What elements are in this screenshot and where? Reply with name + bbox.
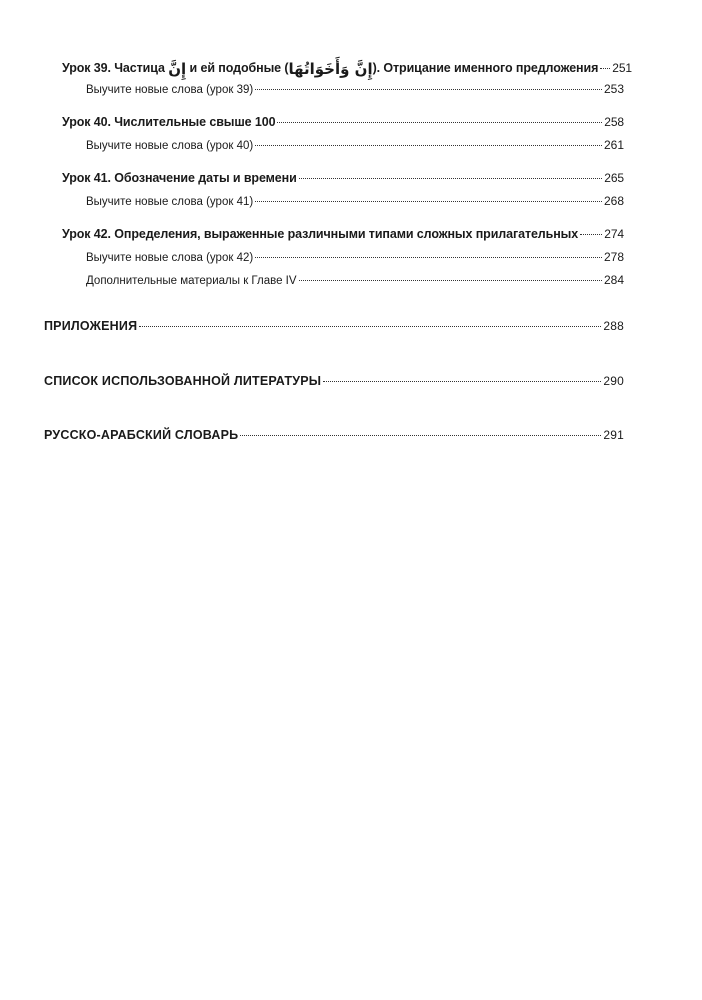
toc-entry-vocab-42[interactable] bbox=[86, 250, 624, 264]
dot-leader bbox=[255, 89, 602, 90]
toc-entry-label: Выучите новые слова (урок 39) bbox=[86, 84, 254, 96]
page-number: 278 bbox=[603, 250, 624, 264]
toc-entry-label: Выучите новые слова (урок 41) bbox=[86, 196, 254, 208]
lesson-39-title-part-1: Урок 39. Частица bbox=[62, 61, 169, 75]
dot-leader bbox=[255, 201, 602, 202]
dot-leader bbox=[323, 381, 601, 382]
arabic-inna-wa-akhawatuha: إِنَّ وَأَخَوَاتُهَا bbox=[288, 60, 373, 78]
toc-entry-label: Выучите новые слова (урок 40) bbox=[86, 140, 254, 152]
page-number: 261 bbox=[603, 138, 624, 152]
toc-entry-lesson-40[interactable] bbox=[62, 115, 624, 129]
arabic-particle-inna: إِنَّ bbox=[168, 60, 187, 78]
page-number: 284 bbox=[603, 273, 624, 287]
toc-entry-label: Урок 42. Определения, выраженные различными типами сложных прилагательных bbox=[62, 227, 579, 241]
toc-entry-bibliography[interactable] bbox=[44, 374, 624, 388]
lesson-39-title-part-3: ). Отрицание именного предложения bbox=[372, 61, 599, 75]
page-number: 290 bbox=[603, 374, 624, 388]
toc-entry-appendices[interactable] bbox=[44, 319, 624, 333]
toc-entry-label: ПРИЛОЖЕНИЯ bbox=[44, 319, 138, 333]
toc-entry-vocab-39[interactable] bbox=[86, 82, 624, 96]
page-number: 291 bbox=[603, 428, 624, 442]
toc-entry-label: СПИСОК ИСПОЛЬЗОВАННОЙ ЛИТЕРАТУРЫ bbox=[44, 374, 322, 388]
toc-entry-label: РУССКО-АРАБСКИЙ СЛОВАРЬ bbox=[44, 428, 239, 442]
toc-entry-lesson-41[interactable] bbox=[62, 171, 624, 185]
toc-entry-label: Урок 41. Обозначение даты и времени bbox=[62, 171, 297, 185]
page-number: 268 bbox=[603, 194, 624, 208]
dot-leader bbox=[580, 234, 602, 235]
dot-leader bbox=[299, 280, 602, 281]
dot-leader bbox=[600, 68, 610, 69]
page-number: 274 bbox=[604, 227, 624, 241]
toc-entry-label: Дополнительные материалы к Главе IV bbox=[86, 275, 297, 287]
page-number: 265 bbox=[604, 171, 624, 185]
page-number: 253 bbox=[603, 82, 624, 96]
page-number: 258 bbox=[604, 115, 624, 129]
toc-entry-lesson-39[interactable] bbox=[62, 58, 633, 78]
toc-entry-dictionary[interactable] bbox=[44, 428, 624, 442]
dot-leader bbox=[299, 178, 603, 179]
page-number: 251 bbox=[612, 61, 633, 75]
toc-entry-vocab-41[interactable] bbox=[86, 194, 624, 208]
toc-entry-label: Выучите новые слова (урок 42) bbox=[86, 252, 254, 264]
toc-entry-chapter-4-extras[interactable] bbox=[86, 273, 624, 287]
dot-leader bbox=[255, 257, 602, 258]
dot-leader bbox=[240, 435, 601, 436]
toc-entry-vocab-40[interactable] bbox=[86, 138, 624, 152]
dot-leader bbox=[139, 326, 601, 327]
page-number: 288 bbox=[603, 319, 624, 333]
dot-leader bbox=[255, 145, 602, 146]
toc-entry-label: Урок 40. Числительные свыше 100 bbox=[62, 115, 276, 129]
toc-entry-lesson-42[interactable] bbox=[62, 227, 624, 241]
dot-leader bbox=[277, 122, 602, 123]
lesson-39-title-part-2: и ей подобные ( bbox=[186, 61, 289, 75]
toc-entry-label bbox=[62, 58, 598, 76]
